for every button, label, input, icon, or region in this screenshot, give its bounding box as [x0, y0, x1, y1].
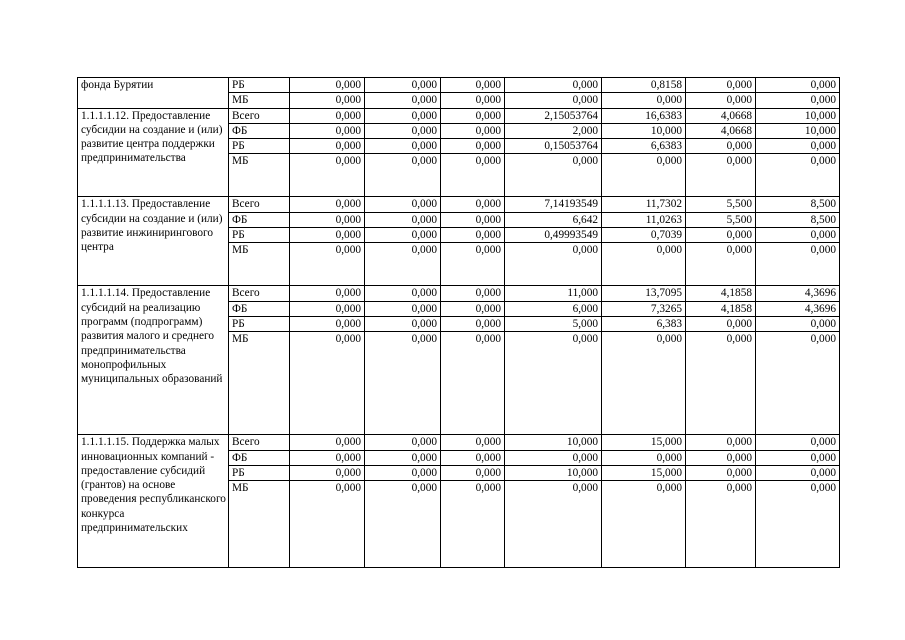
value-cell: 0,000: [602, 93, 686, 108]
value-cell: 0,000: [505, 243, 602, 286]
table-row: [78, 108, 840, 123]
value-cell: 0,000: [505, 332, 602, 435]
funding-source-cell: Всего: [229, 435, 290, 450]
value-cell: 11,000: [505, 286, 602, 301]
value-cell: 8,500: [756, 212, 840, 227]
value-cell: 10,000: [756, 108, 840, 123]
value-cell: 0,000: [756, 435, 840, 450]
value-cell: 0,000: [505, 78, 602, 93]
value-cell: 0,000: [602, 481, 686, 568]
value-cell: 0,000: [290, 243, 365, 286]
funding-source-cell: РБ: [229, 465, 290, 480]
value-cell: 0,000: [686, 228, 756, 243]
value-cell: 0,000: [365, 108, 441, 123]
value-cell: 0,000: [441, 108, 505, 123]
funding-source-cell: МБ: [229, 93, 290, 108]
value-cell: 7,14193549: [505, 197, 602, 212]
value-cell: 0,000: [365, 212, 441, 227]
value-cell: 15,000: [602, 435, 686, 450]
funding-source-cell: РБ: [229, 139, 290, 154]
value-cell: 0,000: [290, 197, 365, 212]
value-cell: 0,000: [290, 465, 365, 480]
value-cell: 0,000: [686, 78, 756, 93]
value-cell: 11,7302: [602, 197, 686, 212]
value-cell: 0,000: [441, 78, 505, 93]
funding-source-cell: МБ: [229, 481, 290, 568]
value-cell: 7,3265: [602, 301, 686, 316]
program-name-cell: 1.1.1.1.13. Предоставление субсидии на создание и (или) развитие инжинирингового центра: [78, 197, 229, 286]
value-cell: 0,000: [365, 154, 441, 197]
funding-source-cell: ФБ: [229, 123, 290, 138]
value-cell: 0,000: [686, 243, 756, 286]
value-cell: 0,000: [365, 450, 441, 465]
value-cell: 10,000: [756, 123, 840, 138]
program-name-cell: 1.1.1.1.14. Предоставление субсидий на реализацию программ (подпрограмм) развития малого и среднего предпринимательства монопрофильных муниципальных образований: [78, 286, 229, 435]
value-cell: 10,000: [505, 465, 602, 480]
value-cell: 0,000: [602, 450, 686, 465]
value-cell: 0,000: [365, 301, 441, 316]
value-cell: 0,000: [505, 450, 602, 465]
value-cell: 0,000: [441, 286, 505, 301]
value-cell: 0,000: [290, 108, 365, 123]
value-cell: 0,000: [441, 450, 505, 465]
funding-source-cell: ФБ: [229, 212, 290, 227]
value-cell: 0,000: [290, 212, 365, 227]
value-cell: 0,000: [290, 154, 365, 197]
value-cell: 0,000: [290, 450, 365, 465]
funding-source-cell: РБ: [229, 78, 290, 93]
value-cell: 0,000: [441, 301, 505, 316]
value-cell: 0,000: [365, 316, 441, 331]
value-cell: 0,000: [290, 78, 365, 93]
value-cell: 0,000: [686, 316, 756, 331]
value-cell: 0,000: [756, 243, 840, 286]
value-cell: 0,000: [441, 212, 505, 227]
value-cell: 0,000: [441, 93, 505, 108]
value-cell: 0,000: [686, 154, 756, 197]
value-cell: 0,000: [505, 154, 602, 197]
value-cell: 0,000: [441, 316, 505, 331]
value-cell: 2,000: [505, 123, 602, 138]
value-cell: 0,000: [290, 286, 365, 301]
table-body: [78, 78, 840, 568]
value-cell: 0,000: [686, 93, 756, 108]
table-row: [78, 435, 840, 450]
value-cell: 4,3696: [756, 301, 840, 316]
value-cell: 0,7039: [602, 228, 686, 243]
value-cell: 0,49993549: [505, 228, 602, 243]
value-cell: 6,000: [505, 301, 602, 316]
value-cell: 0,000: [365, 228, 441, 243]
funding-source-cell: ФБ: [229, 301, 290, 316]
value-cell: 0,000: [365, 286, 441, 301]
value-cell: 0,000: [756, 228, 840, 243]
value-cell: 4,0668: [686, 123, 756, 138]
funding-source-cell: МБ: [229, 243, 290, 286]
value-cell: 0,000: [441, 435, 505, 450]
value-cell: 0,000: [441, 139, 505, 154]
value-cell: 0,000: [602, 243, 686, 286]
value-cell: 5,500: [686, 197, 756, 212]
value-cell: 0,000: [290, 481, 365, 568]
value-cell: 0,000: [365, 465, 441, 480]
value-cell: 0,000: [756, 154, 840, 197]
value-cell: 0,15053764: [505, 139, 602, 154]
value-cell: 0,000: [441, 197, 505, 212]
value-cell: 0,000: [365, 197, 441, 212]
value-cell: 0,000: [365, 435, 441, 450]
value-cell: 0,000: [686, 465, 756, 480]
value-cell: 2,15053764: [505, 108, 602, 123]
value-cell: 0,000: [756, 139, 840, 154]
funding-source-cell: МБ: [229, 332, 290, 435]
table-row: [78, 78, 840, 93]
value-cell: 10,000: [602, 123, 686, 138]
value-cell: 4,1858: [686, 301, 756, 316]
value-cell: 0,000: [505, 93, 602, 108]
value-cell: 0,000: [441, 123, 505, 138]
value-cell: 0,000: [602, 154, 686, 197]
value-cell: 0,000: [756, 316, 840, 331]
value-cell: 0,000: [365, 123, 441, 138]
value-cell: 0,000: [756, 450, 840, 465]
value-cell: 4,0668: [686, 108, 756, 123]
value-cell: 0,000: [441, 332, 505, 435]
funding-source-cell: Всего: [229, 108, 290, 123]
program-name-cell: 1.1.1.1.15. Поддержка малых инновационных компаний - предоставление субсидий (грантов) на основе проведения республиканского конкурса предпринимательских: [78, 435, 229, 568]
value-cell: 0,000: [756, 465, 840, 480]
value-cell: 0,000: [365, 243, 441, 286]
value-cell: 0,8158: [602, 78, 686, 93]
value-cell: 0,000: [290, 93, 365, 108]
value-cell: 5,500: [686, 212, 756, 227]
program-name-cell: 1.1.1.1.12. Предоставление субсидии на создание и (или) развитие центра поддержки предпринимательства: [78, 108, 229, 197]
value-cell: 16,6383: [602, 108, 686, 123]
table-row: [78, 286, 840, 301]
value-cell: 13,7095: [602, 286, 686, 301]
value-cell: 0,000: [365, 78, 441, 93]
value-cell: 0,000: [290, 435, 365, 450]
value-cell: 0,000: [686, 435, 756, 450]
value-cell: 5,000: [505, 316, 602, 331]
funding-source-cell: ФБ: [229, 450, 290, 465]
value-cell: 0,000: [290, 139, 365, 154]
value-cell: 0,000: [441, 465, 505, 480]
value-cell: 0,000: [602, 332, 686, 435]
value-cell: 6,6383: [602, 139, 686, 154]
value-cell: 0,000: [290, 123, 365, 138]
value-cell: 10,000: [505, 435, 602, 450]
value-cell: 4,3696: [756, 286, 840, 301]
funding-source-cell: РБ: [229, 316, 290, 331]
value-cell: 0,000: [686, 450, 756, 465]
value-cell: 15,000: [602, 465, 686, 480]
value-cell: 0,000: [686, 139, 756, 154]
table-row: [78, 197, 840, 212]
funding-source-cell: РБ: [229, 228, 290, 243]
value-cell: 0,000: [505, 481, 602, 568]
value-cell: 0,000: [756, 93, 840, 108]
value-cell: 0,000: [290, 332, 365, 435]
value-cell: 0,000: [365, 332, 441, 435]
value-cell: 4,1858: [686, 286, 756, 301]
value-cell: 11,0263: [602, 212, 686, 227]
value-cell: 0,000: [290, 301, 365, 316]
budget-table: [77, 77, 840, 568]
funding-source-cell: Всего: [229, 197, 290, 212]
value-cell: 0,000: [441, 243, 505, 286]
value-cell: 0,000: [365, 93, 441, 108]
funding-source-cell: МБ: [229, 154, 290, 197]
value-cell: 6,383: [602, 316, 686, 331]
value-cell: 0,000: [756, 78, 840, 93]
value-cell: 0,000: [290, 316, 365, 331]
value-cell: 0,000: [686, 332, 756, 435]
program-name-cell: фонда Бурятии: [78, 78, 229, 109]
value-cell: 0,000: [441, 154, 505, 197]
value-cell: 8,500: [756, 197, 840, 212]
value-cell: 0,000: [756, 481, 840, 568]
value-cell: 0,000: [756, 332, 840, 435]
value-cell: 0,000: [441, 228, 505, 243]
value-cell: 0,000: [441, 481, 505, 568]
value-cell: 0,000: [686, 481, 756, 568]
value-cell: 0,000: [365, 139, 441, 154]
value-cell: 0,000: [290, 228, 365, 243]
value-cell: 6,642: [505, 212, 602, 227]
value-cell: 0,000: [365, 481, 441, 568]
funding-source-cell: Всего: [229, 286, 290, 301]
